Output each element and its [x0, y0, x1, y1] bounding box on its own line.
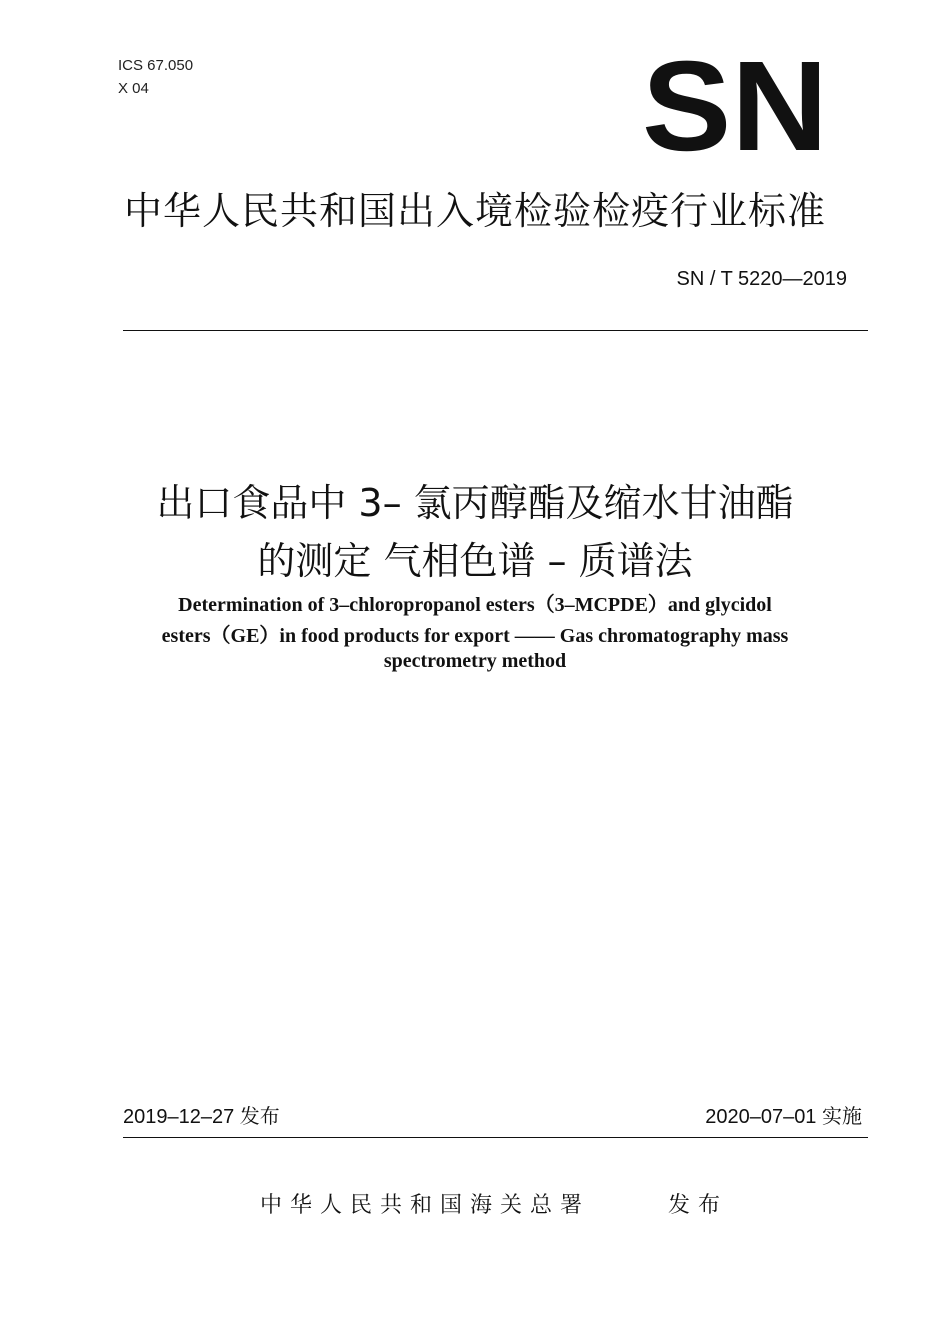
title-en-line2: esters（GE）in food products for export —— Gas chromatography mass [161, 625, 789, 647]
classification-code: X 04 [118, 80, 149, 97]
title-cn-line1: 出口食品中 3– 氯丙醇酯及缩水甘油酯 [156, 481, 794, 525]
issue-date: 2019–12–27 发布 [123, 1106, 280, 1128]
title-cn-line2: 的测定 气相色谱 – 质谱法 [257, 539, 693, 583]
top-divider [123, 330, 868, 331]
title-en-line1: Determination of 3–chloropropanol esters（3–MCPDE）and glycidol [178, 594, 772, 616]
title-en-line3: spectrometry method [383, 650, 567, 672]
sn-logo [640, 52, 830, 156]
bottom-divider [123, 1137, 868, 1138]
standard-code: SN / T 5220—2019 [676, 268, 847, 290]
issued-label: 发布 [668, 1193, 729, 1218]
standard-type-heading: 中华人民共和国出入境检验检疫行业标准 [123, 189, 826, 233]
svg-text:SN: SN [642, 52, 828, 156]
issuing-authority: 中华人民共和国海关总署 [260, 1193, 591, 1218]
effective-date: 2020–07–01 实施 [705, 1106, 862, 1128]
ics-code: ICS 67.050 [118, 57, 194, 74]
